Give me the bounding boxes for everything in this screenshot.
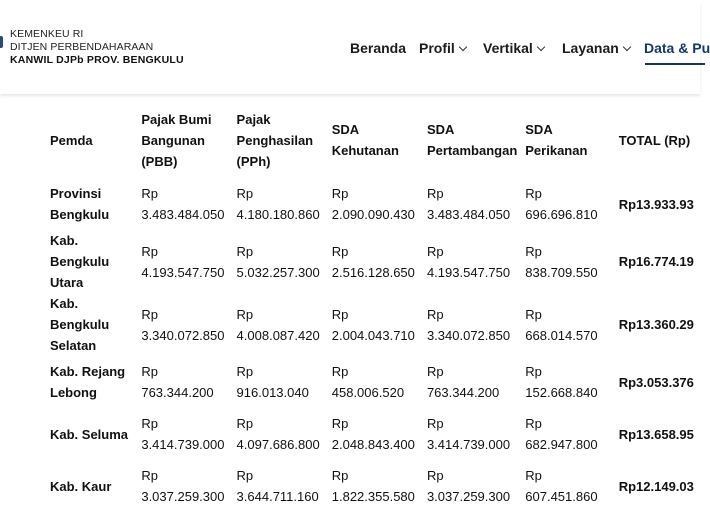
cell-sda-kehutanan: Rp 1.822.355.580 bbox=[331, 468, 415, 504]
chevron-down-icon bbox=[623, 43, 631, 51]
table-row bbox=[44, 178, 700, 230]
nav-vertikal[interactable] bbox=[483, 40, 544, 56]
active-nav-underline bbox=[645, 63, 705, 65]
cell-pemda: Kab. Rejang Lebong bbox=[50, 364, 126, 400]
cell-pemda: Provinsi Bengkulu bbox=[50, 186, 110, 222]
col-header-pemda: Pemda bbox=[50, 132, 93, 148]
cell-sda-pertambangan: Rp 3.414.739.000 bbox=[426, 416, 511, 452]
org-line-3: KANWIL DJPb PROV. BENGKULU bbox=[10, 54, 184, 66]
cell-total: Rp13.658.95 bbox=[618, 426, 694, 442]
cell-sda-perikanan: Rp 838.709.550 bbox=[525, 243, 598, 280]
cell-sda-perikanan: Rp 607.451.860 bbox=[525, 468, 598, 504]
cell-pph: Rp 4.097.686.800 bbox=[236, 416, 320, 452]
table-row bbox=[44, 408, 700, 460]
cell-sda-perikanan: Rp 696.696.810 bbox=[525, 186, 598, 222]
site-header bbox=[0, 0, 710, 94]
chevron-down-icon bbox=[459, 43, 467, 51]
cell-sda-pertambangan: Rp 763.344.200 bbox=[426, 364, 500, 400]
cell-sda-pertambangan: Rp 4.193.547.750 bbox=[426, 243, 511, 280]
table-header-row bbox=[44, 102, 700, 178]
cell-pph: Rp 916.013.040 bbox=[236, 364, 309, 400]
table-row bbox=[44, 460, 700, 512]
nav-profil[interactable] bbox=[419, 40, 466, 56]
cell-total: Rp16.774.19 bbox=[618, 254, 694, 269]
cell-total: Rp3.053.376 bbox=[618, 374, 694, 390]
cell-sda-pertambangan: Rp 3.483.484.050 bbox=[426, 186, 511, 222]
table-row bbox=[44, 356, 700, 408]
cell-pph: Rp 3.644.711.160 bbox=[236, 468, 319, 504]
table-row bbox=[44, 230, 700, 293]
cell-pph: Rp 4.008.087.420 bbox=[236, 306, 320, 343]
cell-total: Rp13.933.93 bbox=[618, 196, 694, 212]
nav-label: Data & Pu bbox=[644, 40, 710, 56]
kemenkeu-logo-icon[interactable] bbox=[0, 36, 3, 48]
cell-pemda: Kab. Seluma bbox=[50, 426, 129, 442]
col-header-sda-pertambangan: SDA Pertambangan bbox=[426, 122, 518, 158]
org-line-2: DITJEN PERBENDAHARAAN bbox=[10, 41, 154, 53]
cell-sda-perikanan: Rp 152.668.840 bbox=[525, 364, 598, 400]
cell-sda-kehutanan: Rp 2.516.128.650 bbox=[331, 243, 415, 280]
nav-label: Beranda bbox=[350, 40, 407, 56]
dana-bagi-hasil-table bbox=[44, 102, 700, 512]
cell-total: Rp13.360.29 bbox=[618, 317, 694, 332]
cell-sda-pertambangan: Rp 3.037.259.300 bbox=[426, 468, 511, 504]
nav-label: Profil bbox=[419, 40, 455, 56]
cell-sda-kehutanan: Rp 2.004.043.710 bbox=[331, 306, 415, 343]
cell-sda-kehutanan: Rp 458.006.520 bbox=[331, 364, 405, 400]
cell-pemda: Kab. Kaur bbox=[50, 478, 112, 494]
cell-pbb: Rp 3.037.259.300 bbox=[141, 468, 225, 504]
cell-pbb: Rp 4.193.547.750 bbox=[141, 243, 225, 280]
col-header-pph: Pajak Penghasilan (PPh) bbox=[236, 111, 314, 169]
cell-sda-pertambangan: Rp 3.340.072.850 bbox=[426, 306, 511, 343]
cell-sda-perikanan: Rp 682.947.800 bbox=[525, 416, 598, 452]
cell-sda-perikanan: Rp 668.014.570 bbox=[525, 306, 598, 343]
nav-layanan[interactable] bbox=[562, 40, 630, 56]
cell-pemda: Kab. Bengkulu Utara bbox=[50, 233, 110, 290]
cell-pbb: Rp 3.483.484.050 bbox=[141, 186, 225, 222]
content-area[interactable] bbox=[0, 94, 700, 504]
org-line-1: KEMENKEU RI bbox=[10, 28, 84, 40]
cell-pbb: Rp 3.340.072.850 bbox=[141, 306, 225, 343]
col-header-total: TOTAL (Rp) bbox=[618, 132, 691, 148]
cell-pemda: Kab. Bengkulu Selatan bbox=[50, 296, 110, 353]
cell-pbb: Rp 3.414.739.000 bbox=[141, 416, 225, 452]
col-header-sda-kehutanan: SDA Kehutanan bbox=[331, 122, 399, 158]
nav-data-publikasi[interactable] bbox=[644, 40, 710, 56]
cell-pph: Rp 4.180.180.860 bbox=[236, 186, 320, 222]
cell-total: Rp12.149.03 bbox=[618, 478, 694, 494]
chevron-down-icon bbox=[537, 43, 545, 51]
col-header-sda-perikanan: SDA Perikanan bbox=[525, 122, 588, 158]
brand-block[interactable] bbox=[10, 28, 184, 67]
cell-pbb: Rp 763.344.200 bbox=[141, 364, 214, 400]
cell-pph: Rp 5.032.257.300 bbox=[236, 243, 320, 280]
table-row bbox=[44, 293, 700, 356]
col-header-pbb: Pajak Bumi Bangunan (PBB) bbox=[141, 111, 212, 169]
cell-sda-kehutanan: Rp 2.090.090.430 bbox=[331, 186, 415, 222]
nav-label: Vertikal bbox=[483, 40, 533, 56]
cell-sda-kehutanan: Rp 2.048.843.400 bbox=[331, 416, 415, 452]
nav-beranda[interactable] bbox=[350, 40, 406, 56]
nav-label: Layanan bbox=[562, 40, 619, 56]
